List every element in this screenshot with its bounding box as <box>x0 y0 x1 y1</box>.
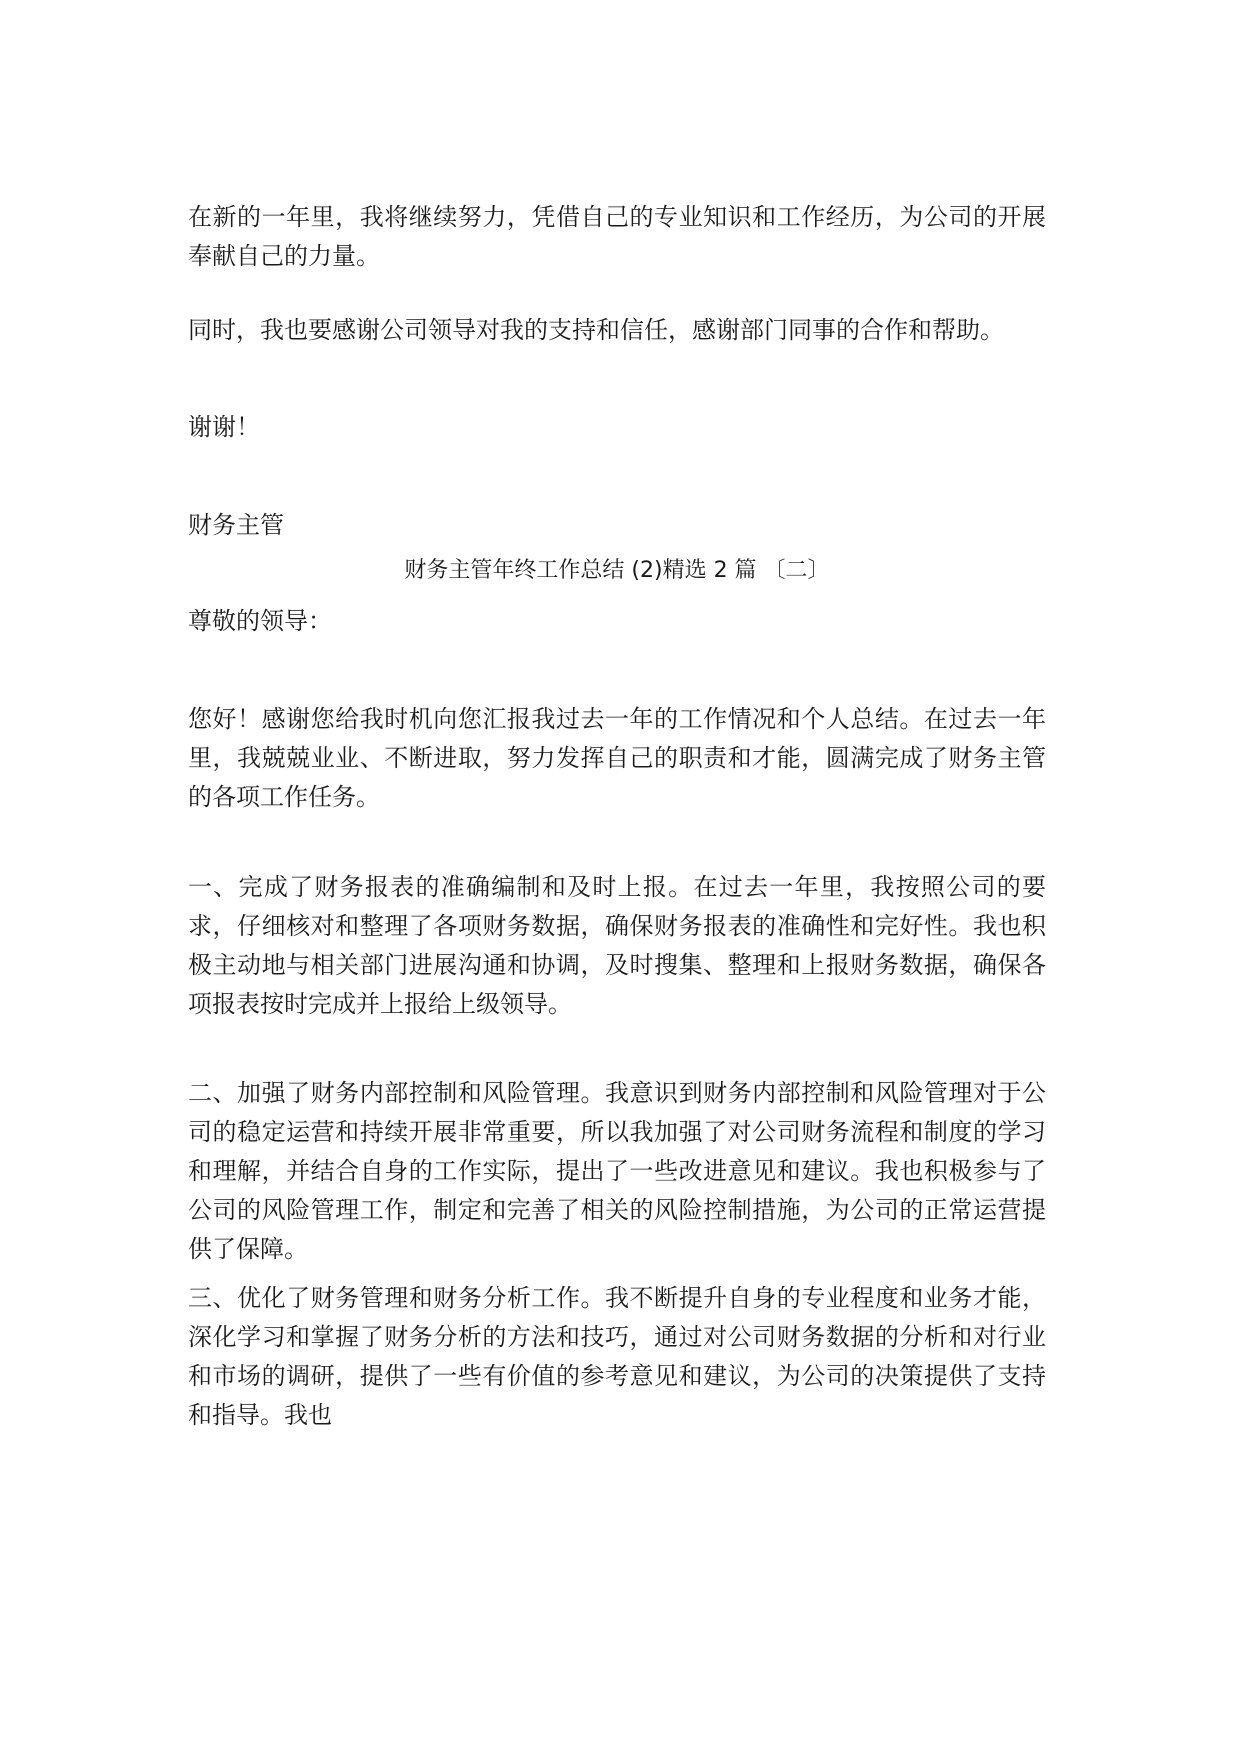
signature: 财务主管 <box>188 511 284 539</box>
paragraph-thanks: 谢谢！ <box>188 413 260 441</box>
paragraph-section-two: 二、加强了财务内部控制和风险管理。我意识到财务内部控制和风险管理对于公司的稳定运营和持续开展非常重要，所以我加强了对公司财务流程和制度的学习和理解，并结合自身的工作实际，提出了一些改进意见和建议。我也积极参与了公司的风险管理工作，制定和完善了相关的风险控制措施，为公司的正常运营提供了保障。 <box>188 1079 1046 1263</box>
document-title: 财务主管年终工作总结 (2)精选 2 篇 〔二〕 <box>404 558 830 583</box>
paragraph-section-one: 一、完成了财务报表的准确编制和及时上报。在过去一年里，我按照公司的要求，仔细核对和整理了各项财务数据，确保财务报表的准确性和完好性。我也积极主动地与相关部门进展沟通和协调，及时搜集、整理和上报财务数据，确保各项报表按时完成并上报给上级领导。 <box>188 873 1046 1018</box>
salutation: 尊敬的领导： <box>188 607 332 635</box>
paragraph-thanks-colleagues: 同时，我也要感谢公司领导对我的支持和信任，感谢部门同事的合作和帮助。 <box>188 316 1004 344</box>
paragraph-section-three: 三、优化了财务管理和财务分析工作。我不断提升自身的专业程度和业务才能，深化学习和掌握了财务分析的方法和技巧，通过对公司财务数据的分析和对行业和市场的调研，提供了一些有价值的参考意见和建议，为公司的决策提供了支持和指导。我也 <box>188 1284 1046 1429</box>
paragraph-greeting: 您好！感谢您给我时机向您汇报我过去一年的工作情况和个人总结。在过去一年里，我兢兢业业、不断进取，努力发挥自己的职责和才能，圆满完成了财务主管的各项工作任务。 <box>188 705 1046 811</box>
paragraph-closing-plan: 在新的一年里，我将继续努力，凭借自己的专业知识和工作经历，为公司的开展奉献自己的力量。 <box>188 203 1046 270</box>
